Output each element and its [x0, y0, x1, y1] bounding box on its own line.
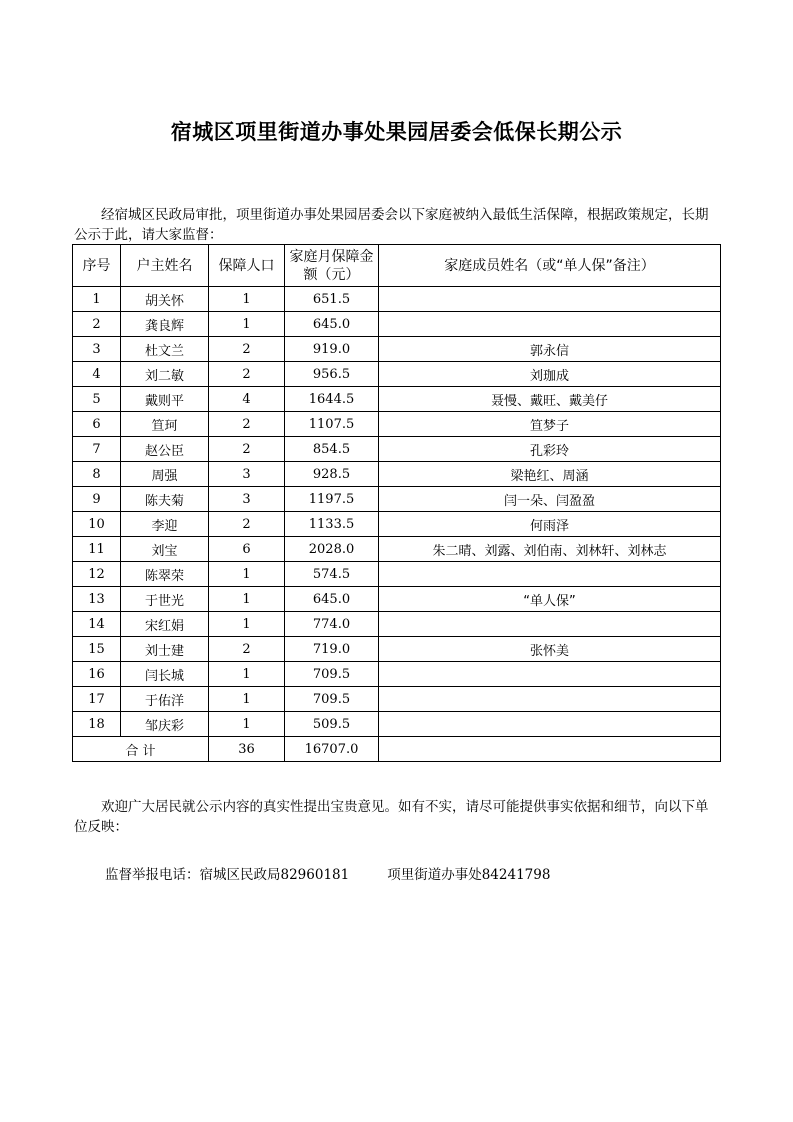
- closing-paragraph: 欢迎广大居民就公示内容的真实性提出宝贵意见。如有不实，请尽可能提供事实依据和细节，向以下单位反映：: [74, 799, 709, 835]
- cell-amount: 854.5: [285, 437, 379, 462]
- cell-members: [379, 287, 721, 312]
- table-row: [73, 562, 721, 587]
- cell-people: 2: [209, 437, 285, 462]
- cell-amount: 645.0: [285, 587, 379, 612]
- cell-people: 1: [209, 312, 285, 337]
- total-people: 36: [209, 737, 285, 762]
- table-row: [73, 337, 721, 362]
- cell-people: 3: [209, 487, 285, 512]
- cell-members: [379, 712, 721, 737]
- cell-name: 陈翠荣: [121, 562, 209, 587]
- cell-people: 2: [209, 412, 285, 437]
- cell-members: 刘珈成: [379, 362, 721, 387]
- cell-people: 3: [209, 462, 285, 487]
- cell-amount: 1133.5: [285, 512, 379, 537]
- total-label: 合 计: [73, 737, 209, 762]
- table-row: [73, 687, 721, 712]
- cell-amount: 928.5: [285, 462, 379, 487]
- cell-people: 1: [209, 612, 285, 637]
- table-row: [73, 287, 721, 312]
- cell-name: 赵公臣: [121, 437, 209, 462]
- cell-name: 陈夫菊: [121, 487, 209, 512]
- cell-members: 闫一朵、闫盈盈: [379, 487, 721, 512]
- cell-amount: 1107.5: [285, 412, 379, 437]
- header-name: 户主姓名: [121, 245, 209, 287]
- cell-name: 于世光: [121, 587, 209, 612]
- cell-people: 2: [209, 362, 285, 387]
- cell-members: [379, 662, 721, 687]
- cell-amount: 574.5: [285, 562, 379, 587]
- cell-people: 1: [209, 712, 285, 737]
- cell-name: 周强: [121, 462, 209, 487]
- cell-members: [379, 687, 721, 712]
- total-members: [379, 737, 721, 762]
- cell-amount: 919.0: [285, 337, 379, 362]
- table-row: [73, 412, 721, 437]
- cell-name: 刘士建: [121, 637, 209, 662]
- cell-amount: 509.5: [285, 712, 379, 737]
- cell-no: 7: [73, 437, 121, 462]
- cell-amount: 774.0: [285, 612, 379, 637]
- cell-people: 1: [209, 687, 285, 712]
- cell-people: 6: [209, 537, 285, 562]
- cell-name: 刘宝: [121, 537, 209, 562]
- cell-amount: 709.5: [285, 687, 379, 712]
- table-row: [73, 387, 721, 412]
- cell-no: 13: [73, 587, 121, 612]
- contact-line: [105, 863, 550, 883]
- cell-no: 8: [73, 462, 121, 487]
- cell-name: 于佑洋: [121, 687, 209, 712]
- cell-amount: 709.5: [285, 662, 379, 687]
- table-body: [73, 287, 721, 737]
- total-row: [73, 737, 721, 762]
- cell-name: 笪珂: [121, 412, 209, 437]
- cell-no: 17: [73, 687, 121, 712]
- table-row: [73, 662, 721, 687]
- cell-people: 1: [209, 562, 285, 587]
- cell-members: [379, 612, 721, 637]
- cell-members: [379, 562, 721, 587]
- cell-name: 龚良辉: [121, 312, 209, 337]
- cell-no: 10: [73, 512, 121, 537]
- cell-amount: 956.5: [285, 362, 379, 387]
- header-no: 序号: [73, 245, 121, 287]
- cell-no: 12: [73, 562, 121, 587]
- cell-no: 6: [73, 412, 121, 437]
- cell-amount: 651.5: [285, 287, 379, 312]
- table-row: [73, 587, 721, 612]
- cell-members: 张怀美: [379, 637, 721, 662]
- page-title: 宿城区项里街道办事处果园居委会低保长期公示: [170, 120, 623, 144]
- header-members: 家庭成员姓名（或“单人保”备注）: [379, 245, 721, 287]
- cell-people: 2: [209, 637, 285, 662]
- table-row: [73, 462, 721, 487]
- cell-no: 11: [73, 537, 121, 562]
- cell-no: 5: [73, 387, 121, 412]
- cell-name: 邹庆彩: [121, 712, 209, 737]
- cell-amount: 645.0: [285, 312, 379, 337]
- cell-no: 1: [73, 287, 121, 312]
- cell-people: 2: [209, 337, 285, 362]
- cell-no: 9: [73, 487, 121, 512]
- cell-name: 宋红娟: [121, 612, 209, 637]
- cell-members: 孔彩玲: [379, 437, 721, 462]
- table-row: [73, 712, 721, 737]
- cell-name: 戴则平: [121, 387, 209, 412]
- cell-no: 2: [73, 312, 121, 337]
- cell-members: “单人保”: [379, 587, 721, 612]
- table-row: [73, 362, 721, 387]
- table-row: [73, 512, 721, 537]
- cell-people: 1: [209, 287, 285, 312]
- cell-amount: 1644.5: [285, 387, 379, 412]
- recipient-table: [72, 244, 721, 762]
- cell-members: 笪梦子: [379, 412, 721, 437]
- table-row: [73, 487, 721, 512]
- cell-amount: 1197.5: [285, 487, 379, 512]
- cell-no: 18: [73, 712, 121, 737]
- table-row: [73, 537, 721, 562]
- header-people: 保障人口: [209, 245, 285, 287]
- cell-people: 1: [209, 587, 285, 612]
- cell-members: 郭永信: [379, 337, 721, 362]
- cell-no: 16: [73, 662, 121, 687]
- cell-people: 1: [209, 662, 285, 687]
- cell-name: 胡关怀: [121, 287, 209, 312]
- header-amount: 家庭月保障金额（元）: [285, 245, 379, 287]
- cell-no: 14: [73, 612, 121, 637]
- cell-no: 4: [73, 362, 121, 387]
- cell-members: 梁艳红、周涵: [379, 462, 721, 487]
- cell-members: [379, 312, 721, 337]
- cell-amount: 2028.0: [285, 537, 379, 562]
- office-text: 项里街道办事处84241798: [387, 867, 551, 883]
- cell-name: 闫长城: [121, 662, 209, 687]
- table-row: [73, 437, 721, 462]
- cell-members: 何雨泽: [379, 512, 721, 537]
- hotline-text: 监督举报电话：宿城区民政局82960181: [105, 867, 350, 883]
- table-row: [73, 612, 721, 637]
- cell-no: 15: [73, 637, 121, 662]
- cell-name: 刘二敏: [121, 362, 209, 387]
- cell-members: 聂慢、戴旺、戴美仔: [379, 387, 721, 412]
- table-row: [73, 312, 721, 337]
- cell-people: 2: [209, 512, 285, 537]
- cell-name: 李迎: [121, 512, 209, 537]
- cell-people: 4: [209, 387, 285, 412]
- cell-members: 朱二晴、刘露、刘伯南、刘林轩、刘林志: [379, 537, 721, 562]
- cell-amount: 719.0: [285, 637, 379, 662]
- table-row: [73, 637, 721, 662]
- table-header-row: [73, 245, 721, 287]
- cell-no: 3: [73, 337, 121, 362]
- cell-name: 杜文兰: [121, 337, 209, 362]
- intro-paragraph: 经宿城区民政局审批，项里街道办事处果园居委会以下家庭被纳入最低生活保障，根据政策规定，长期公示于此，请大家监督：: [74, 207, 709, 243]
- total-amount: 16707.0: [285, 737, 379, 762]
